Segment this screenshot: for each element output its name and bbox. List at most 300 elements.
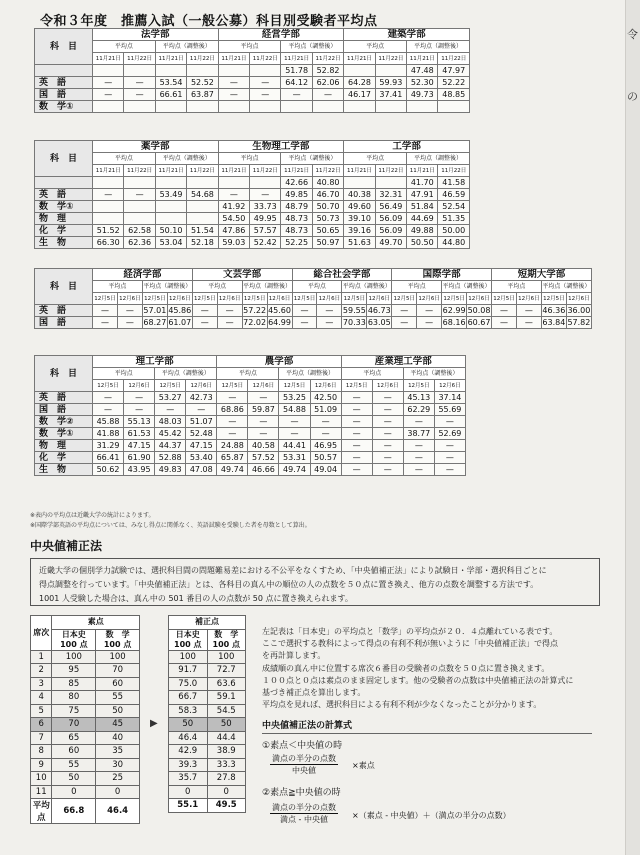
- score-cell: —: [341, 464, 372, 476]
- score-cell: —: [317, 317, 342, 329]
- exam-date: 12月5日: [93, 293, 118, 305]
- score-cell: 50.73: [312, 213, 343, 225]
- exam-date: 11月21日: [281, 165, 312, 177]
- score-cell: 50: [207, 718, 246, 732]
- table-row: [169, 731, 246, 745]
- score-cell: —: [93, 317, 118, 329]
- score-cell: 52.30: [407, 77, 438, 89]
- score-cell: 63.87: [187, 89, 218, 101]
- score-cell: 46.73: [367, 305, 391, 315]
- avg-adjusted-header: 平均点（調整後）: [281, 41, 344, 53]
- formula-2-fraction: [270, 802, 338, 825]
- subject-label: 国 語: [35, 89, 93, 101]
- exam-date: 11月22日: [375, 53, 406, 65]
- table-row: [31, 664, 140, 678]
- score-cell: 50: [169, 718, 208, 732]
- table-row: [35, 317, 592, 329]
- explain-line: ここで選択する教科によって得点の有利不利が無いように「中央値補正法」で得点: [262, 639, 558, 649]
- score-cell: 0: [207, 785, 246, 799]
- score-cell: —: [93, 89, 124, 101]
- score-cell: —: [341, 452, 372, 464]
- score-cell: 49.70: [375, 237, 406, 249]
- department-header: 国際学部: [392, 269, 492, 281]
- score-cell: 4: [31, 691, 52, 705]
- department-header: 産業理工学部: [341, 356, 465, 368]
- department-header: 建築学部: [344, 29, 470, 41]
- exam-date: 12月6日: [310, 380, 341, 392]
- score-cell: —: [217, 317, 242, 329]
- score-cell: 68.16: [442, 317, 466, 327]
- exam-date: 12月5日: [142, 293, 167, 305]
- exam-date: 11月22日: [187, 165, 218, 177]
- score-cell: 41.92: [218, 201, 249, 213]
- score-cell: 65.87: [217, 452, 248, 464]
- table-row: [35, 89, 470, 101]
- score-cell: —: [392, 305, 417, 317]
- table-row: [31, 704, 140, 718]
- exam-date: 12月6日: [248, 380, 279, 392]
- table-row: [169, 677, 246, 691]
- score-cell: 51.35: [438, 213, 470, 225]
- score-cell: 8: [31, 745, 52, 759]
- score-cell: 59.93: [375, 77, 406, 89]
- page-title: 令和３年度 推薦入試（一般公募）科目別受験者平均点: [40, 14, 378, 29]
- exam-date: 11月21日: [344, 165, 375, 177]
- exam-date: 11月21日: [93, 165, 124, 177]
- exam-date: 12月6日: [167, 293, 192, 305]
- score-cell: [250, 177, 281, 189]
- score-cell: —: [248, 392, 279, 404]
- exam-date: 12月5日: [442, 293, 467, 305]
- score-cell: —: [492, 305, 517, 317]
- table-row: [169, 718, 246, 732]
- raw-score-table: [30, 615, 140, 824]
- score-cell: —: [417, 305, 442, 317]
- score-cell: [407, 101, 438, 113]
- score-cell: 45.88: [93, 416, 124, 428]
- score-cell: 100: [207, 650, 246, 664]
- score-cell: 59.87: [248, 404, 279, 416]
- department-header: 農学部: [217, 356, 341, 368]
- score-cell: 59.55: [342, 305, 366, 315]
- score-cell: 3: [31, 677, 52, 691]
- score-cell: 42.9: [169, 745, 208, 759]
- explain-line: を再計算します。: [262, 651, 326, 661]
- score-cell: 70.33: [342, 317, 366, 327]
- score-cell: [93, 201, 124, 213]
- score-cell: —: [317, 305, 342, 317]
- score-cell: [375, 65, 406, 77]
- score-cell: 37.41: [375, 89, 406, 101]
- score-cell: [93, 101, 124, 113]
- score-cell: 35.7: [169, 772, 208, 786]
- explain-line: 成績順の真ん中に位置する席次６番目の受験者の点数を５０点に置き換えます。: [262, 663, 550, 673]
- subject-header: 科 目: [35, 141, 93, 177]
- score-cell: 44.4: [207, 731, 246, 745]
- score-cell: 49.95: [250, 213, 281, 225]
- score-cell: 53.25: [279, 392, 310, 404]
- subject-label: 国 語: [35, 404, 93, 416]
- exam-date: 12月5日: [403, 380, 434, 392]
- score-cell: 32.31: [375, 189, 406, 201]
- avg-adjusted-header: 平均点（調整後）: [407, 153, 470, 165]
- score-cell: 46.66: [248, 464, 279, 476]
- exam-date: 11月22日: [312, 53, 343, 65]
- score-cell: 72.02: [243, 317, 267, 327]
- column-header: 日本史 100 点: [52, 629, 96, 650]
- avg-adjusted-header: 平均点（調整後）: [342, 281, 392, 293]
- score-cell: —: [250, 189, 281, 201]
- score-cell: 56.09: [375, 213, 406, 225]
- score-cell: 65: [52, 731, 96, 745]
- subject-header: 科 目: [35, 356, 93, 392]
- exam-date: 11月22日: [187, 53, 218, 65]
- score-cell: —: [292, 317, 317, 329]
- table-row: [35, 225, 470, 237]
- subject-label: 数 学①: [35, 201, 93, 213]
- score-cell: 6: [31, 718, 52, 732]
- score-cell: —: [434, 464, 465, 476]
- exam-date: 12月5日: [541, 293, 566, 305]
- score-cell: [281, 101, 312, 113]
- score-cell: —: [93, 189, 124, 201]
- score-cell: 44.41: [279, 440, 310, 452]
- score-cell: [438, 101, 470, 113]
- avg-adjusted-header: 平均点（調整後）: [155, 153, 218, 165]
- table-row: [31, 785, 140, 799]
- exam-date: 11月22日: [438, 53, 470, 65]
- rank-header: 席次: [31, 616, 52, 651]
- score-cell: 49.85: [281, 189, 312, 201]
- table-row: [31, 691, 140, 705]
- score-cell: 9: [31, 758, 52, 772]
- table-header: 補正点: [169, 616, 246, 630]
- score-cell: 0: [169, 785, 208, 799]
- score-cell: 47.15: [124, 440, 155, 452]
- score-cell: 66.41: [93, 452, 124, 464]
- avg-header: 平均点: [93, 368, 155, 380]
- avg-header: 平均点: [93, 41, 156, 53]
- score-cell: 62.29: [403, 404, 434, 416]
- score-cell: 48.73: [281, 225, 312, 237]
- score-cell: —: [248, 416, 279, 428]
- exam-date: 11月21日: [218, 53, 249, 65]
- score-cell: [187, 65, 218, 77]
- exam-date: 11月21日: [344, 53, 375, 65]
- footnote: ※国際学部英語の平均点については、みなし得点に関係なく、英語試験を受験した者を母数として算出。: [30, 522, 311, 529]
- score-cell: 66.61: [155, 89, 186, 101]
- subject-label: 物 理: [35, 440, 93, 452]
- score-cell: —: [279, 428, 310, 440]
- score-cell: 45.60: [268, 305, 291, 315]
- score-cell: 57.82: [567, 317, 591, 327]
- score-cell: 54.5: [207, 704, 246, 718]
- score-cell: 50.50: [407, 237, 438, 249]
- score-cell: 70: [96, 664, 140, 678]
- score-cell: 62.58: [124, 225, 155, 237]
- score-cell: [93, 65, 124, 77]
- score-cell: —: [186, 404, 217, 416]
- subject-label: 生 物: [35, 237, 93, 249]
- score-cell: 39.10: [344, 213, 375, 225]
- exam-date: 11月21日: [93, 53, 124, 65]
- score-cell: 36.00: [567, 305, 591, 315]
- score-cell: 60: [52, 745, 96, 759]
- score-cell: 62.06: [312, 77, 343, 89]
- exam-date: 12月6日: [467, 293, 492, 305]
- table-row: [35, 177, 470, 189]
- score-cell: 56.09: [375, 225, 406, 237]
- score-cell: 10: [31, 772, 52, 786]
- exam-date: 12月6日: [117, 293, 142, 305]
- score-cell: [375, 101, 406, 113]
- subject-header: 科 目: [35, 29, 93, 65]
- score-cell: [155, 177, 186, 189]
- score-cell: 55.13: [124, 416, 155, 428]
- box-line: 1001 人受験した場合は、真ん中の 501 番目の人の点数が 50 点に置き換えられます。: [39, 594, 353, 603]
- score-cell: 11: [31, 785, 52, 799]
- score-cell: [124, 213, 155, 225]
- score-cell: 57.52: [248, 452, 279, 464]
- department-header: 総合社会学部: [292, 269, 392, 281]
- table-row: [35, 65, 470, 77]
- score-cell: 100: [169, 650, 208, 664]
- subject-label: [35, 177, 93, 189]
- avg-header: 平均点: [192, 281, 242, 293]
- table-row: [31, 731, 140, 745]
- formula-2-tail: ×（素点 - 中央値）＋（満点の半分の点数）: [352, 811, 511, 820]
- score-cell: 38.77: [403, 428, 434, 440]
- score-cell: 50.70: [312, 201, 343, 213]
- score-cell: 49.74: [217, 464, 248, 476]
- exam-date: 12月6日: [516, 293, 541, 305]
- score-cell: —: [217, 416, 248, 428]
- score-cell: 50.08: [467, 305, 491, 315]
- table-row: [31, 677, 140, 691]
- score-cell: —: [250, 77, 281, 89]
- table-row: [35, 428, 466, 440]
- score-cell: 50: [52, 772, 96, 786]
- denominator: 満点 - 中央値: [280, 815, 328, 824]
- score-cell: 47.91: [407, 189, 438, 201]
- score-cell: 63.6: [207, 677, 246, 691]
- avg-header: 平均点: [292, 281, 342, 293]
- score-cell: 49.83: [155, 464, 186, 476]
- score-cell: 47.97: [438, 65, 470, 77]
- score-cell: 50.62: [93, 464, 124, 476]
- score-cell: 45.86: [168, 305, 192, 315]
- score-cell: 52.42: [250, 237, 281, 249]
- formula-1-tail: ×素点: [352, 761, 375, 770]
- score-cell: —: [403, 440, 434, 452]
- score-cell: 33.73: [250, 201, 281, 213]
- score-cell: 51.52: [93, 225, 124, 237]
- formula-case-1: ①素点＜中央値の時: [262, 741, 343, 751]
- avg-adjusted-header: 平均点（調整後）: [403, 368, 465, 380]
- numerator: 満点の半分の点数: [272, 803, 336, 812]
- department-header: 経済学部: [93, 269, 193, 281]
- avg-header: 平均点: [217, 368, 279, 380]
- score-cell: 46.95: [310, 440, 341, 452]
- score-cell: 40: [96, 731, 140, 745]
- table-row: [169, 745, 246, 759]
- score-cell: 91.7: [169, 664, 208, 678]
- score-cell: 48.85: [438, 89, 470, 101]
- score-cell: 50.97: [312, 237, 343, 249]
- score-cell: [187, 213, 218, 225]
- exam-date: 12月6日: [372, 380, 403, 392]
- score-cell: 48.79: [281, 201, 312, 213]
- score-cell: 51.09: [310, 404, 341, 416]
- score-cell: 50.00: [438, 225, 470, 237]
- score-cell: —: [372, 464, 403, 476]
- explain-line: １００点と０点は素点のまま固定します。他の受験者の点数は中央値補正法の計算式に: [262, 675, 574, 685]
- score-cell: 42.66: [281, 177, 312, 189]
- score-cell: 5: [31, 704, 52, 718]
- subject-label: 英 語: [35, 305, 93, 317]
- score-cell: [218, 177, 249, 189]
- average-label: 平均点: [31, 799, 52, 824]
- score-cell: —: [124, 77, 155, 89]
- score-cell: —: [341, 428, 372, 440]
- score-cell: 50.57: [310, 452, 341, 464]
- adjusted-score-table: [168, 615, 246, 813]
- score-cell: 55: [52, 758, 96, 772]
- score-cell: 62.36: [124, 237, 155, 249]
- score-cell: 51.07: [186, 416, 217, 428]
- score-cell: 46.36: [542, 305, 566, 315]
- score-cell: —: [279, 416, 310, 428]
- score-cell: 45: [96, 718, 140, 732]
- score-cell: —: [93, 77, 124, 89]
- score-cell: 40.80: [312, 177, 343, 189]
- table-row: [169, 664, 246, 678]
- score-cell: 52.69: [434, 428, 465, 440]
- score-cell: —: [250, 89, 281, 101]
- department-header: 法学部: [93, 29, 219, 41]
- score-cell: 52.22: [438, 77, 470, 89]
- table-row: [35, 305, 592, 317]
- score-cell: 60.67: [467, 317, 491, 327]
- score-cell: 52.48: [186, 428, 217, 440]
- score-cell: —: [516, 305, 541, 317]
- score-cell: 44.69: [407, 213, 438, 225]
- score-cell: 41.88: [93, 428, 124, 440]
- score-cell: 53.27: [155, 392, 186, 404]
- score-cell: [93, 213, 124, 225]
- subject-label: 数 学①: [35, 428, 93, 440]
- column-header: 数 学 100 点: [207, 629, 246, 650]
- score-cell: 61.07: [168, 317, 192, 327]
- subject-label: 化 学: [35, 452, 93, 464]
- score-cell: 2: [31, 664, 52, 678]
- score-cell: 47.15: [186, 440, 217, 452]
- score-table-2: [34, 140, 470, 249]
- score-cell: 49.73: [407, 89, 438, 101]
- score-cell: 68.27: [143, 317, 167, 327]
- avg-adjusted-header: 平均点（調整後）: [155, 41, 218, 53]
- arrow-icon: ▶: [150, 718, 158, 729]
- score-cell: 57.22: [243, 305, 267, 315]
- score-cell: 47.08: [186, 464, 217, 476]
- subject-label: 物 理: [35, 213, 93, 225]
- avg-adjusted-header: 平均点（調整後）: [442, 281, 492, 293]
- score-cell: —: [217, 428, 248, 440]
- score-cell: —: [218, 189, 249, 201]
- avg-header: 平均点: [218, 41, 281, 53]
- avg-header: 平均点: [341, 368, 403, 380]
- score-cell: 57.57: [250, 225, 281, 237]
- score-cell: 40.58: [248, 440, 279, 452]
- avg-adjusted-header: 平均点（調整後）: [541, 281, 591, 293]
- score-cell: 53.40: [186, 452, 217, 464]
- exam-date: 12月6日: [367, 293, 392, 305]
- score-cell: 46.59: [438, 189, 470, 201]
- score-cell: 61.90: [124, 452, 155, 464]
- score-cell: 41.70: [407, 177, 438, 189]
- score-cell: 47.86: [218, 225, 249, 237]
- avg-header: 平均点: [392, 281, 442, 293]
- exam-date: 12月5日: [155, 380, 186, 392]
- score-cell: 30: [96, 758, 140, 772]
- score-cell: 53.49: [155, 189, 186, 201]
- table-row: [35, 440, 466, 452]
- exam-date: 11月21日: [155, 53, 186, 65]
- exam-date: 12月5日: [342, 293, 367, 305]
- table-row: [35, 213, 470, 225]
- score-cell: 68.86: [217, 404, 248, 416]
- score-cell: —: [372, 392, 403, 404]
- score-cell: 49.74: [279, 464, 310, 476]
- exam-date: 12月5日: [492, 293, 517, 305]
- table-row: [35, 464, 466, 476]
- score-cell: 51.54: [187, 225, 218, 237]
- score-cell: —: [434, 452, 465, 464]
- score-cell: —: [192, 317, 217, 329]
- score-cell: [218, 65, 249, 77]
- subject-label: [35, 65, 93, 77]
- table-row: [169, 758, 246, 772]
- exam-date: 11月21日: [155, 165, 186, 177]
- score-cell: —: [341, 392, 372, 404]
- exam-date: 11月22日: [312, 165, 343, 177]
- exam-date: 12月6日: [186, 380, 217, 392]
- score-cell: [93, 177, 124, 189]
- score-cell: [344, 101, 375, 113]
- avg-adjusted-header: 平均点（調整後）: [155, 368, 217, 380]
- table-row: [31, 772, 140, 786]
- avg-adjusted-header: 平均点（調整後）: [407, 41, 470, 53]
- score-cell: —: [124, 392, 155, 404]
- score-cell: [250, 65, 281, 77]
- explanation-text: [262, 626, 607, 711]
- score-cell: 60: [96, 677, 140, 691]
- table-row: [35, 77, 470, 89]
- avg-adjusted-header: 平均点（調整後）: [242, 281, 292, 293]
- score-cell: 64.28: [344, 77, 375, 89]
- table-row: [169, 650, 246, 664]
- table-row: [35, 201, 470, 213]
- subject-label: 国 語: [35, 317, 93, 329]
- score-cell: 59.03: [218, 237, 249, 249]
- score-table-4: [34, 355, 466, 476]
- score-cell: 0: [52, 785, 96, 799]
- score-cell: —: [124, 89, 155, 101]
- score-cell: [187, 177, 218, 189]
- explain-line: 基づき補正点を算出します。: [262, 688, 366, 698]
- table-row: [35, 392, 466, 404]
- score-cell: —: [310, 416, 341, 428]
